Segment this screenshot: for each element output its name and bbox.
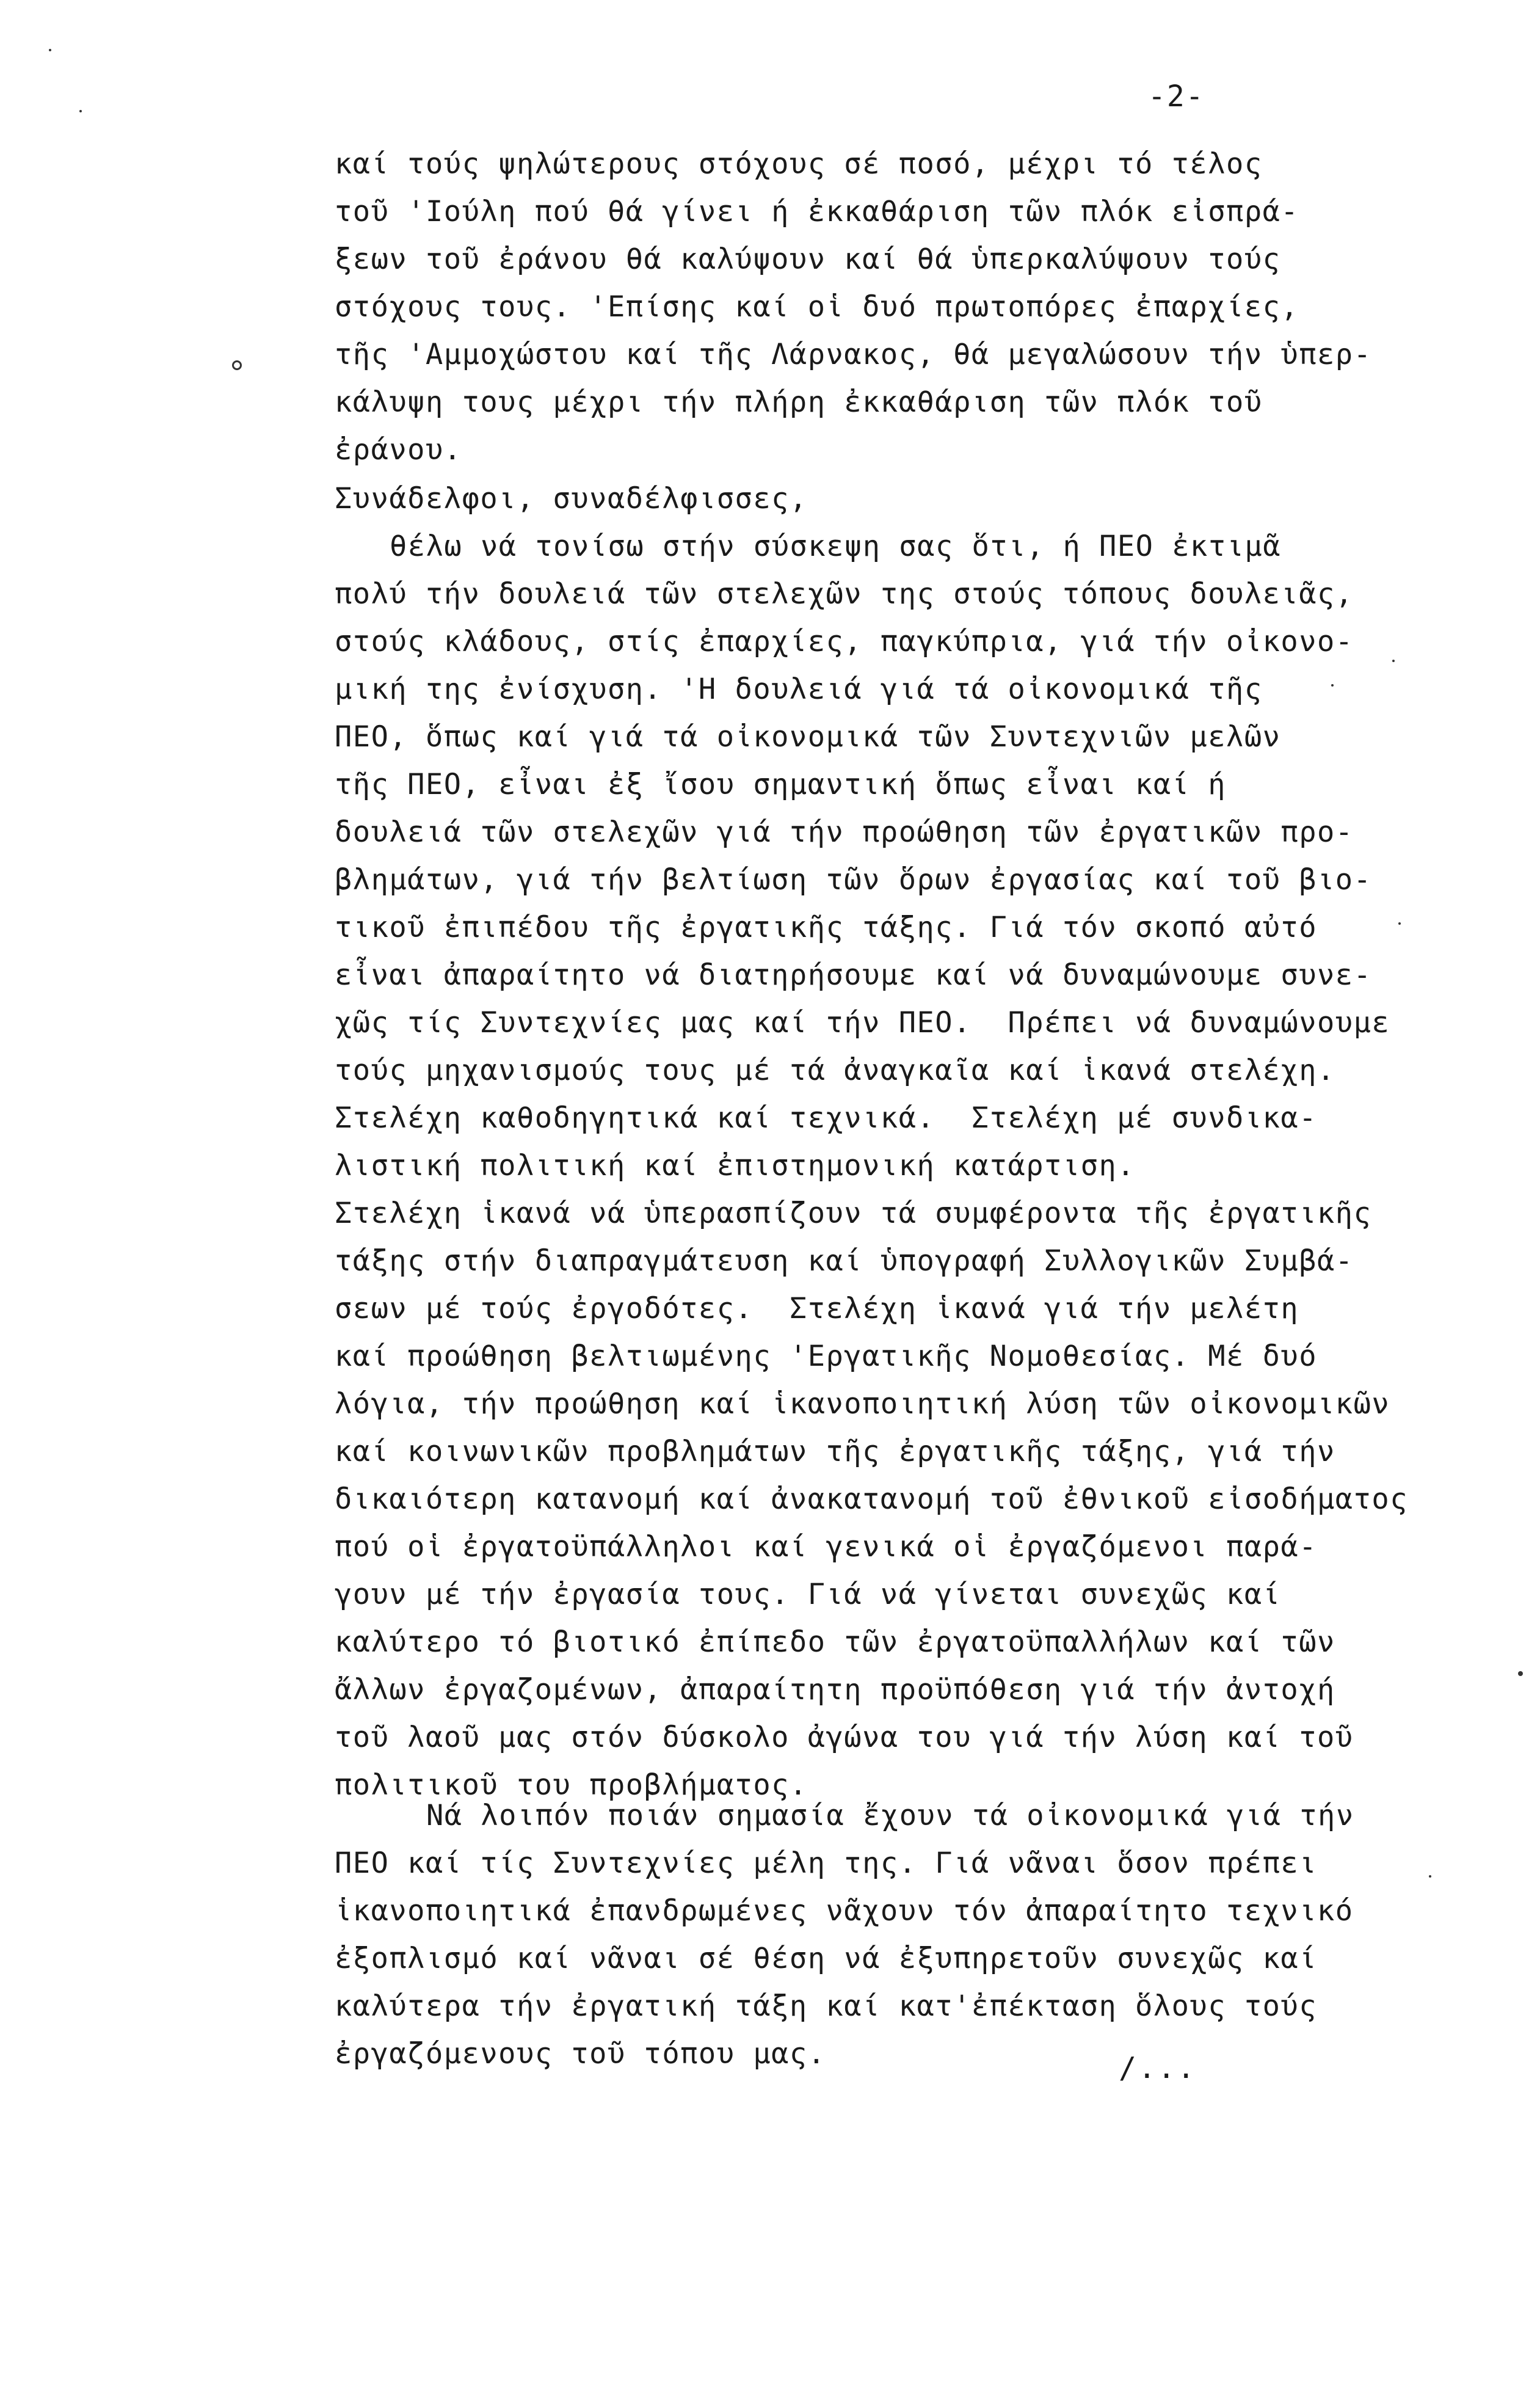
continuation-mark: /... <box>1119 2051 1197 2085</box>
text-line: καί κοινωνικῶν προβλημάτων τῆς ἐργατικῆς τάξης, γιά τήν <box>335 1435 1335 1468</box>
text-line: ξεων τοῦ ἐράνου θά καλύψουν καί θά ὑπερκαλύψουν τούς <box>335 242 1281 276</box>
text-line: τοῦ 'Ιούλη πού θά γίνει ή ἐκκαθάριση τῶν πλόκ εἰσπρά- <box>335 195 1299 228</box>
text-line: ΠΕΟ καί τίς Συντεχνίες μέλη της. Γιά νᾶναι ὅσον πρέπει <box>335 1846 1318 1880</box>
text-line: εἶναι ἀπαραίτητο νά διατηρήσουμε καί νά δυναμώνουμε συνε- <box>335 958 1372 992</box>
text-line: βλημάτων, γιά τήν βελτίωση τῶν ὅρων ἐργασίας καί τοῦ βιο- <box>335 863 1372 897</box>
paragraph-2 <box>335 475 1470 1809</box>
text-line: σεων μέ τούς ἐργοδότες. Στελέχη ἱκανά γιά τήν μελέτη <box>335 1292 1299 1325</box>
text-line: κάλυψη τους μέχρι τήν πλήρη ἐκκαθάριση τῶν πλόκ τοῦ <box>335 385 1263 419</box>
scan-speck <box>49 49 51 51</box>
text-line: δουλειά τῶν στελεχῶν γιά τήν προώθηση τῶν ἐργατικῶν προ- <box>335 815 1354 849</box>
text-line: στούς κλάδους, στίς ἐπαρχίες, παγκύπρια, γιά τήν οἰκονο- <box>335 625 1354 658</box>
scan-speck <box>79 110 82 112</box>
text-line: τοῦ λαοῦ μας στόν δύσκολο ἀγώνα του γιά τήν λύση καί τοῦ <box>335 1721 1354 1754</box>
text-line: στόχους τους. 'Επίσης καί οἱ δυό πρωτοπόρες ἐπαρχίες, <box>335 290 1299 324</box>
text-line: θέλω νά τονίσω στήν σύσκεψη σας ὅτι, ή ΠΕΟ ἐκτιμᾶ <box>390 530 1282 563</box>
scan-speck <box>232 360 242 370</box>
text-line: τῆς ΠΕΟ, εἶναι ἐξ ἴσου σημαντική ὅπως εἶναι καί ή <box>335 768 1227 801</box>
text-line: λιστική πολιτική καί ἐπιστημονική κατάρτιση. <box>335 1149 1136 1183</box>
scan-speck <box>1398 922 1401 925</box>
text-line: ΠΕΟ, ὅπως καί γιά τά οἰκονομικά τῶν Συντεχνιῶν μελῶν <box>335 720 1281 754</box>
paragraph-3 <box>335 1792 1470 2078</box>
text-line: καί προώθηση βελτιωμένης 'Εργατικῆς Νομοθεσίας. Μέ δυό <box>335 1339 1318 1373</box>
scan-speck <box>1331 684 1334 687</box>
text-line: Στελέχη ἱκανά νά ὑπερασπίζουν τά συμφέροντα τῆς ἐργατικῆς <box>335 1197 1372 1230</box>
text-line: ἄλλων ἐργαζομένων, ἀπαραίτητη προϋπόθεση γιά τήν ἀντοχή <box>335 1673 1335 1707</box>
text-line: λόγια, τήν προώθηση καί ἱκανοποιητική λύση τῶν οἰκονομικῶν <box>335 1387 1390 1421</box>
text-line: πολιτικοῦ του προβλήματος. <box>335 1768 808 1802</box>
text-line: πολύ τήν δουλειά τῶν στελεχῶν της στούς τόπους δουλειᾶς, <box>335 577 1354 611</box>
text-line: πού οἱ ἐργατοϋπάλληλοι καί γενικά οἱ ἐργαζόμενοι παρά- <box>335 1530 1318 1564</box>
scan-speck <box>1518 1671 1523 1676</box>
text-line: μική της ἐνίσχυση. 'Η δουλειά γιά τά οἰκονομικά τῆς <box>335 672 1263 706</box>
text-line: τούς μηχανισμούς τους μέ τά ἀναγκαῖα καί ἱκανά στελέχη. <box>335 1054 1335 1087</box>
text-line: Νά λοιπόν ποιάν σημασία ἔχουν τά οἰκονομικά γιά τήν <box>426 1799 1354 1832</box>
scan-speck <box>1392 660 1395 662</box>
text-line: καλύτερα τήν ἐργατική τάξη καί κατ'ἐπέκταση ὅλους τούς <box>335 1989 1318 2023</box>
text-line: ἐργαζόμενους τοῦ τόπου μας. <box>335 2037 826 2071</box>
salutation: Συνάδελφοι, συναδέλφισσες, <box>335 482 808 516</box>
scan-speck <box>1429 1875 1431 1878</box>
text-line: τικοῦ ἐπιπέδου τῆς ἐργατικῆς τάξης. Γιά τόν σκοπό αὐτό <box>335 911 1318 944</box>
text-line: τῆς 'Αμμοχώστου καί τῆς Λάρνακος, θά μεγαλώσουν τήν ὑπερ- <box>335 338 1372 371</box>
text-line: ἐξοπλισμό καί νᾶναι σέ θέση νά ἐξυπηρετοῦν συνεχῶς καί <box>335 1942 1318 1975</box>
text-line: ἐράνου. <box>335 433 462 467</box>
text-line: γουν μέ τήν ἐργασία τους. Γιά νά γίνεται συνεχῶς καί <box>335 1578 1281 1611</box>
text-line: δικαιότερη κατανομή καί ἀνακατανομή τοῦ ἐθνικοῦ εἰσοδήματος <box>335 1482 1408 1516</box>
text-line: ἱκανοποιητικά ἐπανδρωμένες νᾶχουν τόν ἀπαραίτητο τεχνικό <box>335 1894 1354 1928</box>
paragraph-1 <box>335 140 1470 474</box>
text-line: καλύτερο τό βιοτικό ἐπίπεδο τῶν ἐργατοϋπαλλήλων καί τῶν <box>335 1625 1335 1659</box>
text-line: καί τούς ψηλώτερους στόχους σέ ποσό, μέχρι τό τέλος <box>335 147 1263 181</box>
text-line: τάξης στήν διαπραγμάτευση καί ὑπογραφή Συλλογικῶν Συμβά- <box>335 1244 1354 1278</box>
text-line: χῶς τίς Συντεχνίες μας καί τήν ΠΕΟ. Πρέπει νά δυναμώνουμε <box>335 1006 1390 1040</box>
page-number: -2- <box>1148 79 1205 114</box>
text-line: Στελέχη καθοδηγητικά καί τεχνικά. Στελέχη μέ συνδικα- <box>335 1101 1318 1135</box>
